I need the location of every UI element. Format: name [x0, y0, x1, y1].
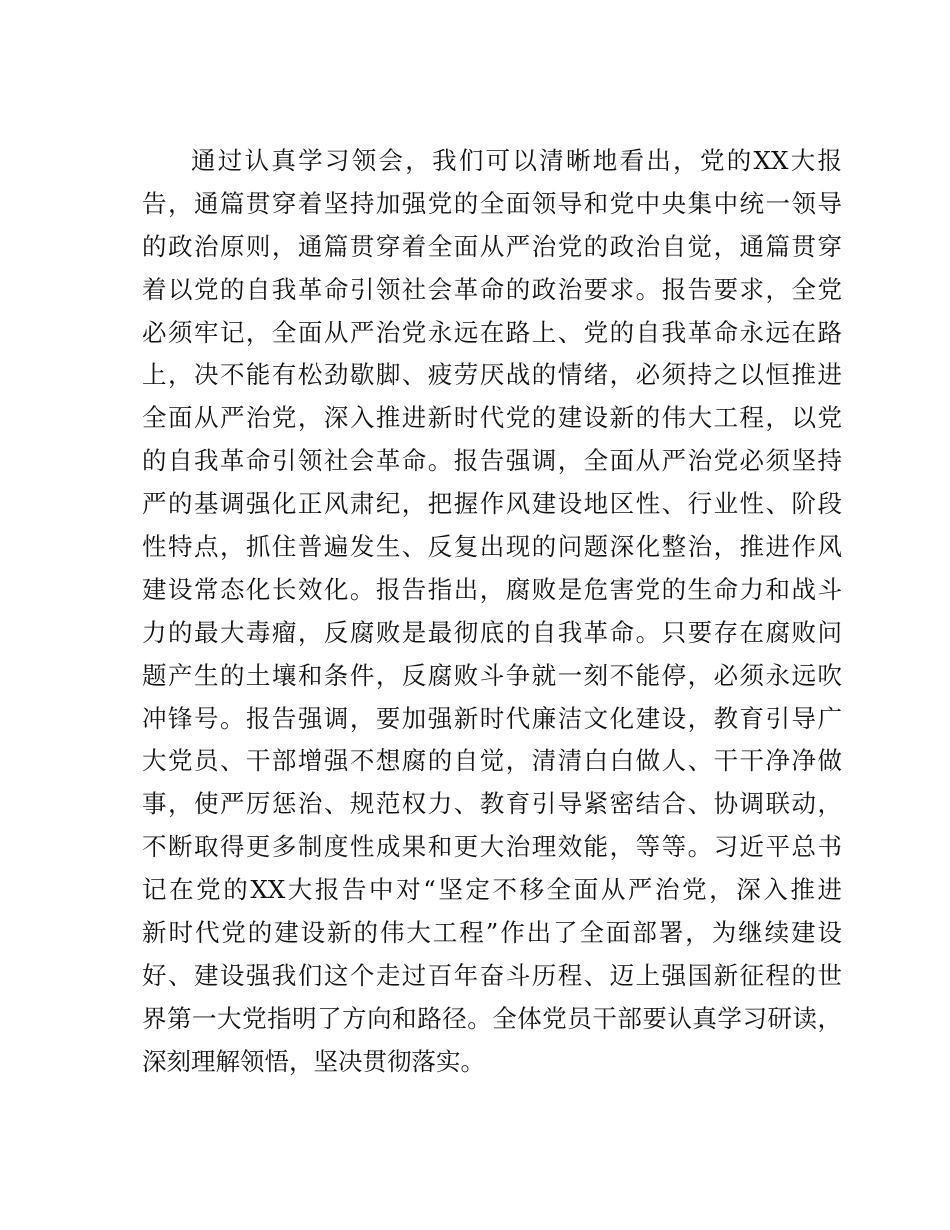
paragraph-line: 界第一大党指明了方向和路径。全体党员干部要认真学习研读，	[142, 1003, 842, 1033]
paragraph-line: 题产生的土壤和条件，反腐败斗争就一刻不能停，必须永远吹	[142, 660, 842, 690]
paragraph-line: 性特点，抓住普遍发生、反复出现的问题深化整治，推进作风	[142, 532, 842, 562]
paragraph-line: 严的基调强化正风肃纪，把握作风建设地区性、行业性、阶段	[142, 489, 842, 519]
paragraph-line: 告，通篇贯穿着坚持加强党的全面领导和党中央集中统一领导	[142, 188, 842, 218]
paragraph-line: 必须牢记，全面从严治党永远在路上、党的自我革命永远在路	[142, 317, 842, 347]
paragraph-line: 力的最大毒瘤，反腐败是最彻底的自我革命。只要存在腐败问	[142, 617, 842, 647]
body-paragraph	[142, 140, 842, 1084]
paragraph-line: 大党员、干部增强不想腐的自觉，清清白白做人、干干净净做	[142, 746, 842, 776]
paragraph-line: 冲锋号。报告强调，要加强新时代廉洁文化建设，教育引导广	[142, 703, 842, 733]
paragraph-line: 记在党的XX大报告中对“坚定不移全面从严治党，深入推进	[142, 875, 842, 905]
paragraph-line: 建设常态化长效化。报告指出，腐败是危害党的生命力和战斗	[142, 574, 842, 604]
paragraph-line: 全面从严治党，深入推进新时代党的建设新的伟大工程，以党	[142, 403, 842, 433]
paragraph-line: 深刻理解领悟，坚决贯彻落实。	[142, 1046, 485, 1076]
paragraph-line: 不断取得更多制度性成果和更大治理效能，等等。习近平总书	[142, 832, 842, 862]
paragraph-line: 的自我革命引领社会革命。报告强调，全面从严治党必须坚持	[142, 446, 842, 476]
paragraph-line: 的政治原则，通篇贯穿着全面从严治党的政治自觉，通篇贯穿	[142, 231, 842, 261]
paragraph-line: 新时代党的建设新的伟大工程”作出了全面部署，为继续建设	[142, 918, 842, 948]
paragraph-line: 着以党的自我革命引领社会革命的政治要求。报告要求，全党	[142, 274, 842, 304]
paragraph-line: 好、建设强我们这个走过百年奋斗历程、迈上强国新征程的世	[142, 960, 842, 990]
paragraph-line: 上，决不能有松劲歇脚、疲劳厌战的情绪，必须持之以恒推进	[142, 360, 842, 390]
paragraph-line: 事，使严厉惩治、规范权力、教育引导紧密结合、协调联动，	[142, 789, 842, 819]
paragraph-line: 通过认真学习领会，我们可以清晰地看出，党的XX大报	[191, 146, 842, 175]
